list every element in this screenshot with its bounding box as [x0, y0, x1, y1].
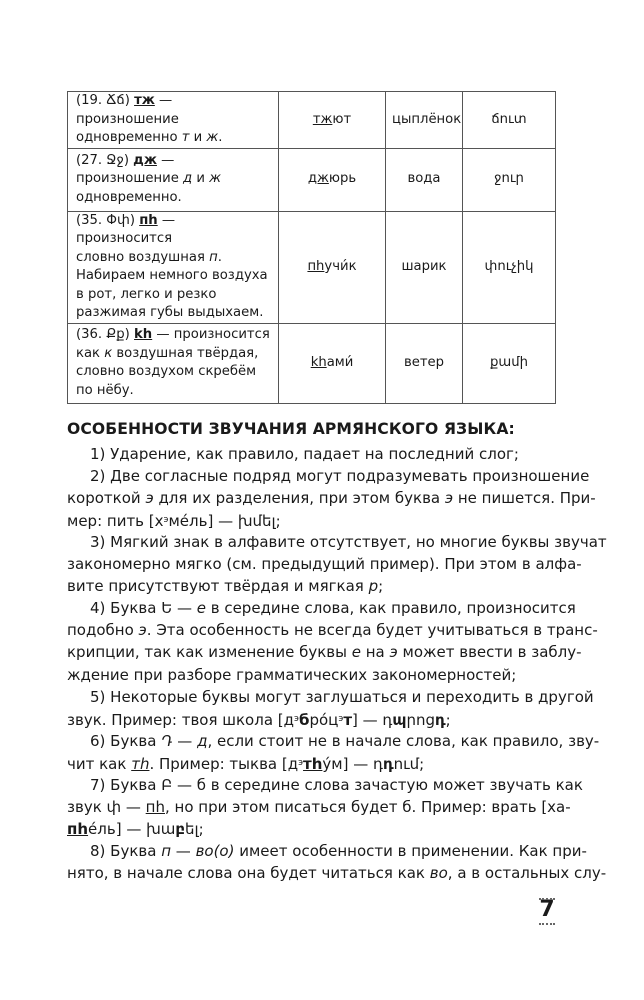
table-row: [68, 92, 556, 149]
text-line: звук. Пример: твоя школа $[д^эбро́ц^эт]$ — դպրոցդ;: [67, 710, 451, 729]
translation: ветер: [386, 323, 463, 403]
armenian-word: փուչիկ: [463, 211, 556, 323]
text-line: 2) Две согласные подряд могут подразумевать произношение: [90, 467, 590, 486]
text-line: 6) Буква Դ — д, если стоит не в начале слова, как правило, зву-: [90, 731, 600, 750]
page-number-value: 7: [539, 897, 555, 922]
section-heading: ОСОБЕННОСТИ ЗВУЧАНИЯ АРМЯНСКОГО ЯЗЫКА:: [67, 420, 515, 438]
translation: шарик: [386, 211, 463, 323]
text-line: пhе́ль] — խաբել;: [67, 819, 204, 838]
armenian-word: ճուտ: [463, 92, 556, 149]
transliteration: джюрь: [279, 148, 386, 211]
text-line: звук փ — пh, но при этом писаться будет б. Пример: врать [ха-: [67, 797, 571, 816]
text-line: ждение при разборе грамматических закономерностей;: [67, 665, 517, 684]
transliteration: khами́: [279, 323, 386, 403]
text-line: чит как тh. Пример: тыква $[д^этhу́м]$ — դդում;: [67, 754, 425, 773]
page-number-ornament: [539, 898, 555, 900]
pronunciation-table: [67, 91, 556, 404]
letter-description: (36. Քք) kh — произносится как к воздушная твёрдая, словно воздухом скребём по нёбу.: [68, 323, 279, 403]
armenian-word: ջուր: [463, 148, 556, 211]
page-number-ornament: [539, 923, 555, 925]
transliteration: тжют: [279, 92, 386, 149]
table-row: [68, 148, 556, 211]
transliteration: пhучи́к: [279, 211, 386, 323]
letter-description: (35. Փփ) пh — произносится словно воздушная п. Набираем немного воздуха в рот, легко и резко разжимая губы выдыхаем.: [68, 211, 279, 323]
page-number: [537, 897, 557, 922]
table-row: [68, 211, 556, 323]
text-line: 8) Буква п — во(о) имеет особенности в применении. Как при-: [90, 841, 587, 860]
text-line: 1) Ударение, как правило, падает на последний слог;: [90, 445, 519, 463]
table-row: [68, 323, 556, 403]
text-line: нято, в начале слова она будет читаться как во, а в остальных слу-: [67, 863, 607, 882]
letter-description: (27. Ջջ) дж — произношение д и ж одновременно.: [68, 148, 279, 211]
text-line: 3) Мягкий знак в алфавите отсутствует, но многие буквы звучат: [90, 533, 607, 552]
text-line: 4) Буква Ե — е в середине слова, как правило, произносится: [90, 599, 576, 618]
text-line: 5) Некоторые буквы могут заглушаться и переходить в другой: [90, 687, 594, 706]
text-line: подобно э. Эта особенность не всегда будет учитываться в транс-: [67, 621, 598, 640]
armenian-word: քամի: [463, 323, 556, 403]
text-line: короткой э для их разделения, при этом буква э не пишется. При-: [67, 489, 596, 508]
text-line: вите присутствуют твёрдая и мягкая р;: [67, 577, 384, 596]
translation: вода: [386, 148, 463, 211]
text-line: крипции, так как изменение буквы е на э может ввести в заблу-: [67, 643, 582, 662]
letter-description: (19. Ճճ) тж — произношение одновременно т и ж.: [68, 92, 279, 149]
text-line: закономерно мягко (см. предыдущий пример). При этом в алфа-: [67, 555, 582, 574]
text-line: мер: пить $[х^эме́ль]$ — խմել;: [67, 512, 281, 531]
translation: цыплёнок: [386, 92, 463, 149]
text-line: 7) Буква Բ — б в середине слова зачастую может звучать как: [90, 775, 583, 794]
